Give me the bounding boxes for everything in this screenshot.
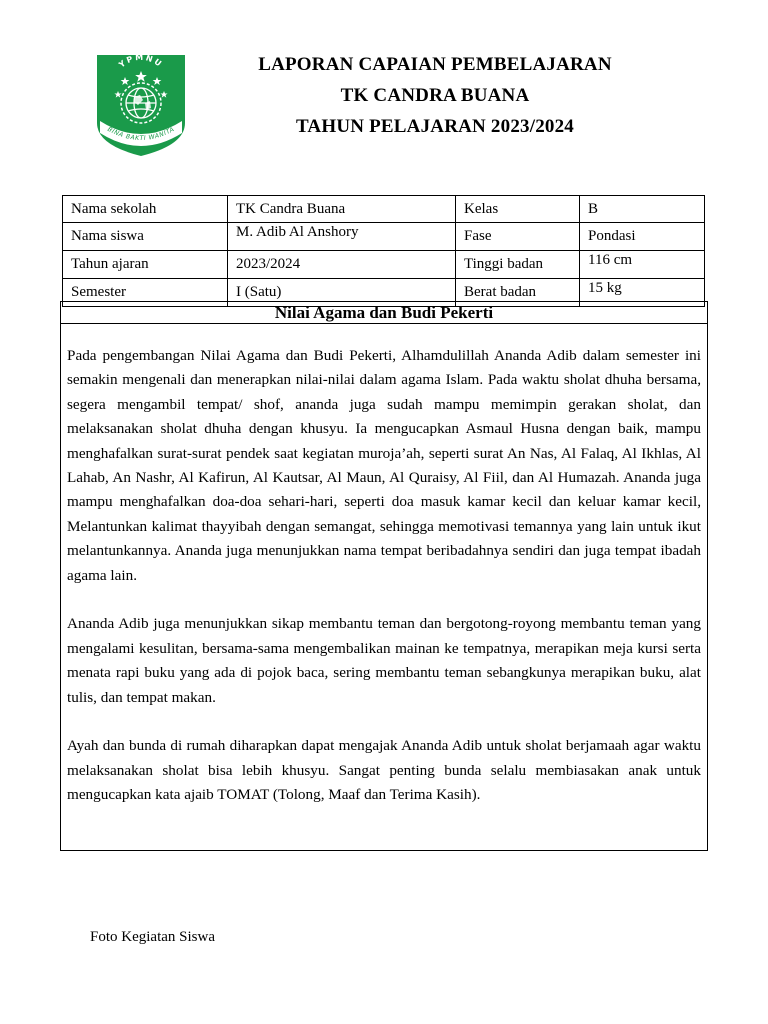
label-semester: Semester	[63, 279, 228, 307]
value-berat-badan: 15 kg	[580, 279, 705, 307]
paragraph-saran: Ayah dan bunda di rumah diharapkan dapat mengajak Ananda Adib untuk sholat berjamaah agar waktu melaksanakan sholat bisa lebih khusyu. Sangat penting bunda selalu membiasakan anak untuk mengucapkan kata ajaib TOMAT (Tolong, Maaf dan Terima Kasih).	[67, 737, 701, 804]
table-row	[63, 196, 705, 223]
foto-kegiatan-label: Foto Kegiatan Siswa	[90, 929, 215, 945]
logo-top-text: YPMNU	[117, 53, 165, 70]
value-nama-sekolah: TK Candra Buana	[228, 196, 456, 223]
school-title: TK CANDRA BUANA	[340, 85, 530, 106]
value-fase: Pondasi	[580, 223, 705, 251]
student-info-table	[62, 195, 705, 307]
paragraph-agama: Pada pengembangan Nilai Agama dan Budi Pekerti, Alhamdulillah Ananda Adib dalam semester ini semakin mengenali dan menerapkan nilai-nilai dalam agama Islam. Pada waktu sholat dhuha bersama, segera mengambil tempat/ shof, ananda juga sudah mampu memimpin gerakan sholat, dan melaksanakan sholat dhuha dengan khusyu. Ia mengucapkan Asmaul Husna dengan baik, mampu menghafalkan surat-surat pendek saat kegiatan muroja’ah, seperti surat An Nas, Al Falaq, Al Ikhlas, Al Lahab, An Nashr, Al Kafirun, Al Kautsar, Al Maun, Al Quraisy, Al Fiil, dan Al Humazah. Ananda juga mampu menghafalkan doa-doa sehari-hari, seperti doa masuk kamar kecil dan keluar kamar kecil, Melantunkan kalimat thayyibah dengan semangat, sehingga memotivasi temannya yang lain untuk ikut melantunkannya. Ananda juga menunjukkan nama tempat beribadahnya sendiri dan juga tempat ibadah agama lain.	[67, 347, 701, 584]
value-kelas: B	[580, 196, 705, 223]
academic-year-title: TAHUN PELAJARAN 2023/2024	[295, 116, 575, 137]
label-nama-siswa: Nama siswa	[63, 223, 228, 251]
label-berat-badan: Berat badan	[456, 279, 580, 307]
label-kelas: Kelas	[456, 196, 580, 223]
value-tinggi-badan: 116 cm	[580, 251, 705, 279]
label-nama-sekolah: Nama sekolah	[63, 196, 228, 223]
section-body	[61, 324, 707, 808]
label-fase: Fase	[456, 223, 580, 251]
value-semester: I (Satu)	[228, 279, 456, 307]
label-tahun-ajaran: Tahun ajaran	[63, 251, 228, 279]
ypmnu-logo	[96, 53, 186, 157]
nilai-agama-section	[60, 301, 708, 851]
table-row	[63, 251, 705, 279]
paragraph-sosial: Ananda Adib juga menunjukkan sikap membantu teman dan bergotong-royong membantu teman yang mengalami kesulitan, bersama-sama mengembalikan mainan ke tempatnya, merapikan meja kursi serta menata rapi buku yang ada di pojok baca, sering membantu teman sebangkunya merapikan buku, alat tulis, dan tempat makan.	[67, 615, 701, 706]
value-tahun-ajaran: 2023/2024	[228, 251, 456, 279]
value-nama-siswa: M. Adib Al Anshory	[228, 223, 456, 251]
label-tinggi-badan: Tinggi badan	[456, 251, 580, 279]
section-title: Nilai Agama dan Budi Pekerti	[61, 302, 707, 324]
report-title: LAPORAN CAPAIAN PEMBELAJARAN	[258, 54, 612, 75]
table-row	[63, 223, 705, 251]
logo-ribbon-text: BINA BAKTI WANITA	[106, 125, 176, 143]
